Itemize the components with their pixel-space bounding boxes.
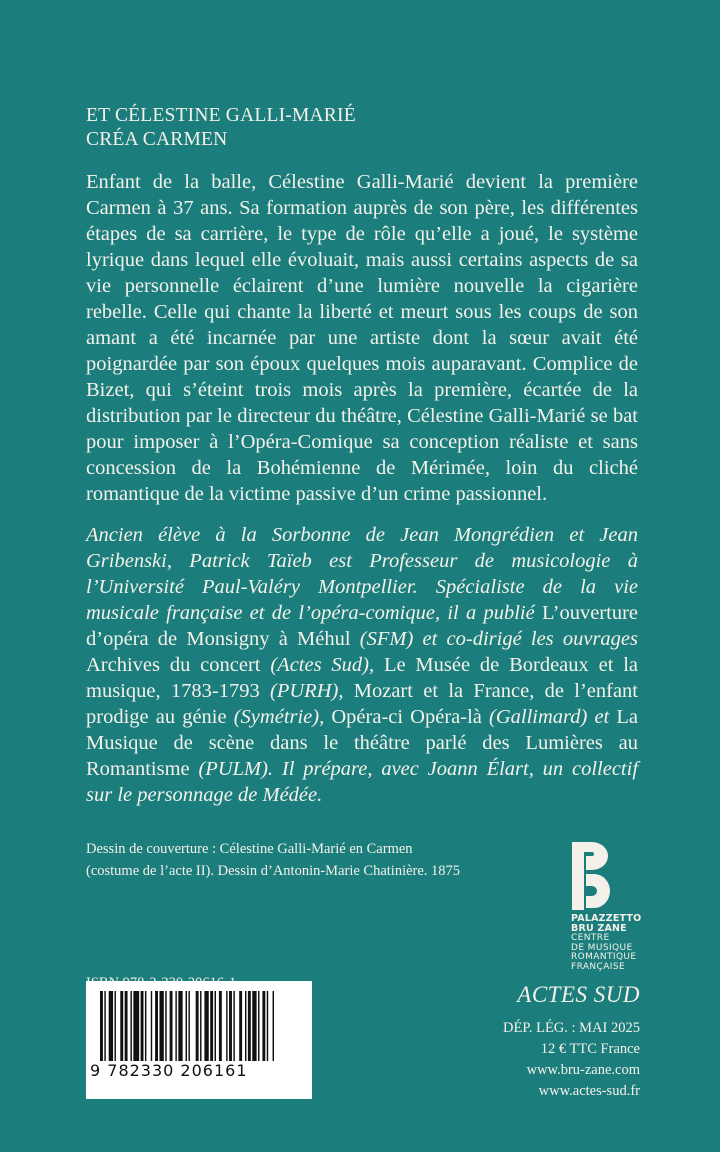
bio-publisher: (Actes Sud), (270, 654, 375, 676)
barcode-bar (245, 991, 246, 1061)
publisher-name: ACTES SUD (517, 982, 640, 1007)
website-link: www.actes-sud.fr (538, 1083, 640, 1099)
barcode-bar (115, 991, 116, 1061)
barcode-bar (267, 991, 268, 1061)
work-title: Archives du concert (86, 654, 261, 676)
barcode-bar (273, 991, 274, 1061)
logo-sub-2: DE MUSIQUE (571, 942, 633, 953)
work-title: La Musique de scène dans le théâtre parlé des Lumières au Romantisme (86, 706, 638, 780)
bio-publisher: (SFM) (359, 628, 414, 650)
barcode-bar (120, 991, 123, 1061)
bio-text: Ancien élève à la Sorbonne de Jean Mongrédien et Jean Gribenski, Patrick Taïeb est Professeur de musicologie à l’Université Paul-Valéry Montpellier. Spécialiste de la vie musicale française et de l’opéra-comique, il a publié (86, 524, 638, 624)
barcode-bar (252, 991, 256, 1061)
barcode-bars (100, 991, 298, 1061)
barcode-bar (170, 991, 173, 1061)
bio-text: Il prépare, avec Joann Élart, un collectif sur le personnage de Médée. (86, 758, 639, 806)
barcode-bar (204, 991, 208, 1061)
logo-sub-4: FRANÇAISE (571, 961, 626, 972)
barcode-bar (200, 991, 201, 1061)
barcode-bar (178, 991, 182, 1061)
barcode-bar (175, 991, 176, 1061)
barcode-bar (133, 991, 139, 1061)
legal-deposit: DÉP. LÉG. : MAI 2025 (503, 1020, 640, 1036)
barcode-digits: 9 782330 206161 (90, 1061, 248, 1080)
cover-credit-line-1: Dessin de couverture : Célestine Galli-Marié en Carmen (86, 841, 413, 857)
bio-publisher: (Symétrie), (233, 706, 325, 728)
barcode-bar (215, 991, 216, 1061)
bio-text: et co-dirigé les ouvrages (422, 628, 639, 650)
barcode (86, 981, 312, 1099)
barcode-bar (145, 991, 146, 1061)
barcode-bar (262, 991, 265, 1061)
author-bio (86, 522, 638, 808)
barcode-bar (186, 991, 187, 1061)
book-title-line-1: ET CÉLESTINE GALLI-MARIÉ (86, 105, 356, 126)
cover-credit (86, 838, 546, 882)
barcode-bar (196, 991, 199, 1061)
work-title: Opéra-ci Opéra-là (331, 706, 482, 728)
logo-sub-3: ROMANTIQUE (571, 952, 637, 962)
barcode-bar (141, 991, 144, 1061)
logo-name-2: BRU ZANE (571, 923, 627, 934)
work-title: L’ouverture d’opéra de Monsigny à Méhul (86, 602, 638, 650)
barcode-bar (258, 991, 259, 1061)
bio-publisher: (Gallimard) et (489, 706, 610, 728)
book-title-line-2: CRÉA CARMEN (86, 129, 228, 150)
bru-zane-logo-text (571, 914, 651, 972)
bru-zane-logo-icon (570, 840, 612, 910)
synopsis-paragraph: Enfant de la balle, Célestine Galli-Marié devient la première Carmen à 37 ans. Sa formation auprès de son père, les différentes étapes de sa carrière, le type de rôle qu’elle a joué, le système lyrique dans lequel elle évoluait, mais aussi certains aspects de sa vie personnelle éclairent d’une lumière nouvelle la cigarière rebelle. Celle qui chante la liberté et meurt sous les coups de son amant a été incarnée par une artiste dont la sœur avait été poignardée par son époux quelques mois auparavant. Complice de Bizet, qui s’éteint trois mois après la première, écartée de la distribution par le directeur du théâtre, Célestine Galli-Marié se bat pour imposer à l’Opéra-Comique sa conception réaliste et sans concession de la Bohémienne de Mérimée, loin du cliché romantique de la victime passive d’un crime passionnel. (86, 171, 638, 505)
barcode-bar (239, 991, 242, 1061)
barcode-bar (125, 991, 128, 1061)
work-title: Le Musée de Bordeaux et la musique, 1783-1793 (86, 654, 639, 702)
barcode-bar (219, 991, 222, 1061)
barcode-bar (155, 991, 158, 1061)
website-link: www.bru-zane.com (526, 1062, 640, 1078)
barcode-bar (233, 991, 234, 1061)
bio-publisher: (PURH), (270, 680, 344, 702)
barcode-bar (229, 991, 232, 1061)
barcode-bar (104, 991, 105, 1061)
barcode-bar (210, 991, 213, 1061)
book-title (86, 104, 646, 152)
barcode-bar (159, 991, 163, 1061)
barcode-bar (188, 991, 189, 1061)
barcode-bar (100, 991, 103, 1061)
barcode-bar (248, 991, 251, 1061)
barcode-bar (109, 991, 113, 1061)
price: 12 € TTC France (540, 1041, 640, 1057)
logo-name-1: PALAZZETTO (571, 913, 642, 924)
barcode-bar (130, 991, 131, 1061)
cover-credit-line-2: (costume de l’acte II). Dessin d’Antonin-Marie Chatinière. 1875 (86, 863, 461, 879)
logo-sub-1: CENTRE (571, 933, 610, 943)
barcode-bar (151, 991, 152, 1061)
work-title: Mozart et la France, de l’enfant prodige au génie (86, 680, 639, 728)
barcode-bar (165, 991, 166, 1061)
bio-publisher: (PULM). (198, 758, 274, 780)
barcode-bar (226, 991, 227, 1061)
publication-info (420, 1018, 640, 1102)
